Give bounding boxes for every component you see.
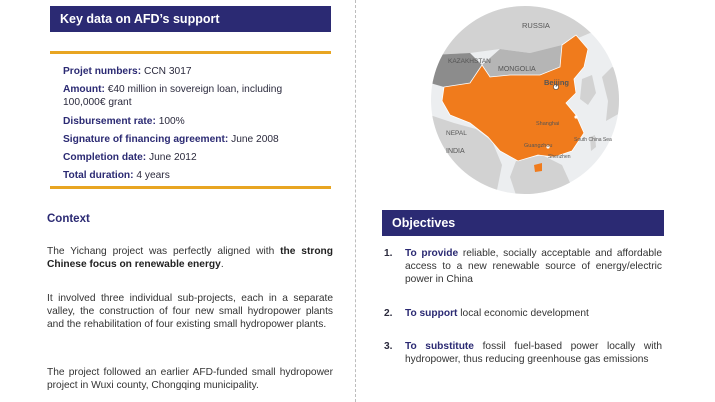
key-data-item: Signature of financing agreement: June 2008 (63, 134, 279, 145)
key-data-item: Amount: €40 million in sovereign loan, including (63, 84, 283, 95)
objective-item: 3. To substitute fossil fuel-based power locally with hydropower, thus reducing greenhouse gas emissions (384, 341, 662, 365)
context-paragraph-2: It involved three individual sub-projects, each in a separate valley, the construction of four new small hydropower plants and the rehabilitation of four existing small hydropower plants. (47, 293, 333, 330)
context-title: Context (47, 213, 90, 225)
label-india: INDIA (446, 148, 465, 155)
objectives-title: Objectives (392, 216, 456, 230)
objective-item: 2. To support local economic development (384, 308, 589, 319)
shanghai-marker (574, 115, 577, 118)
key-data-top-rule (50, 51, 331, 54)
objectives-header (382, 210, 664, 236)
context-paragraph-3: The project followed an earlier AFD-funded small hydropower project in Wuxi county, Chongqing municipality. (47, 367, 333, 391)
key-data-item: 100,000€ grant (63, 97, 132, 108)
key-data-header (50, 6, 331, 32)
objective-item: 1. To provide reliable, socially acceptable and affordable access to a new renewable source of energy/electric power in China (384, 248, 662, 285)
label-south-china-sea: South China Sea (574, 137, 612, 143)
label-beijing: Beijing (544, 78, 570, 87)
context-paragraph-1: The Yichang project was perfectly aligned with the strong Chinese focus on renewable energy. (47, 246, 333, 270)
label-mongolia: MONGOLIA (498, 66, 536, 73)
key-data-bottom-rule (50, 186, 331, 189)
label-russia: RUSSIA (522, 21, 550, 30)
key-data-item: Completion date: June 2012 (63, 152, 197, 163)
key-data-title: Key data on AFD’s support (60, 12, 220, 26)
key-data-item: Total duration: 4 years (63, 170, 170, 181)
label-shanghai: Shanghai (536, 121, 560, 127)
label-shenzhen: Shenzhen (548, 154, 571, 160)
key-data-item: Disbursement rate: 100% (63, 116, 185, 127)
key-data-item: Projet numbers: CCN 3017 (63, 66, 192, 77)
label-guangzhou: Guangzhou (524, 143, 553, 149)
label-kazakhstan: KAZAKHSTAN (448, 58, 491, 65)
china-map (430, 5, 620, 195)
label-nepal: NEPAL (446, 130, 467, 137)
column-divider (355, 0, 356, 402)
